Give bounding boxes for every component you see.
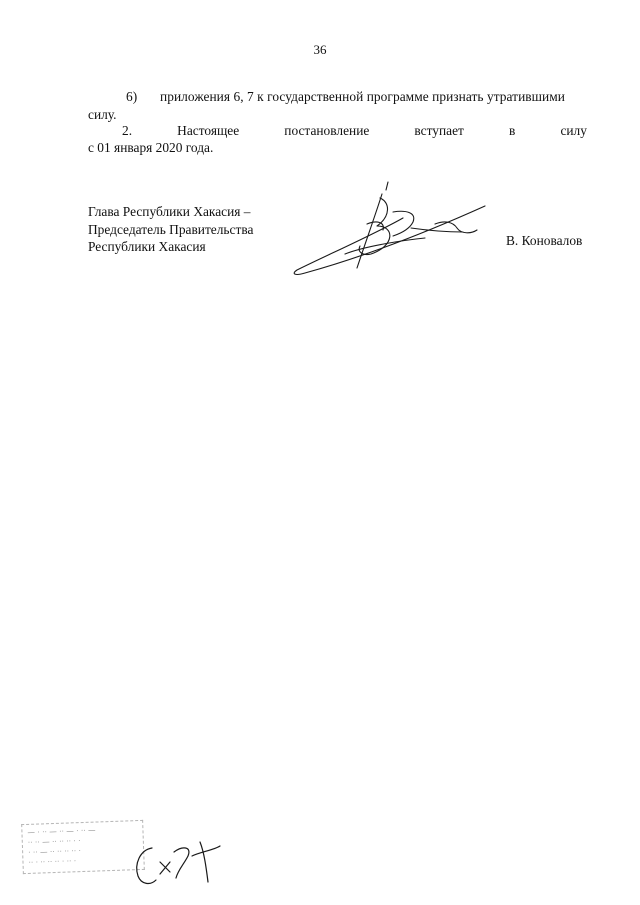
item-2-word: 2. bbox=[122, 123, 133, 138]
item-2-word: вступает bbox=[414, 123, 464, 138]
item-2-line-1 bbox=[122, 122, 587, 139]
signatory-title bbox=[88, 203, 253, 256]
item-2-word: силу bbox=[560, 123, 587, 138]
item-2-text-line-2: с 01 января 2020 года. bbox=[88, 140, 214, 155]
item-2-word: постановление bbox=[284, 123, 370, 138]
handwritten-signature bbox=[285, 176, 500, 286]
page-number: 36 bbox=[313, 42, 327, 57]
signatory-title-line-1: Глава Республики Хакасия – bbox=[88, 204, 251, 219]
signatory-title-line-2: Председатель Правительства bbox=[88, 221, 254, 237]
handwritten-initials bbox=[130, 832, 225, 890]
item-6-marker: 6) bbox=[126, 89, 138, 104]
item-6-text-line-1: приложения 6, 7 к государственной программе признать утратившими bbox=[160, 89, 565, 104]
registration-stamp: — · ·· — ·· — · ·· — ·· ·· — ·· ·· ·· · · · ·· — ·· ·· ·· ·· · ·· · ·· ·· ·· · ·· · bbox=[21, 820, 145, 874]
signer-name: В. Коновалов bbox=[506, 233, 583, 248]
signatory-title-line-3: Республики Хакасия bbox=[88, 239, 206, 254]
item-2-word: в bbox=[509, 123, 516, 138]
item-2-word: Настоящее bbox=[177, 123, 240, 138]
item-6-text-line-2: силу. bbox=[88, 107, 117, 122]
